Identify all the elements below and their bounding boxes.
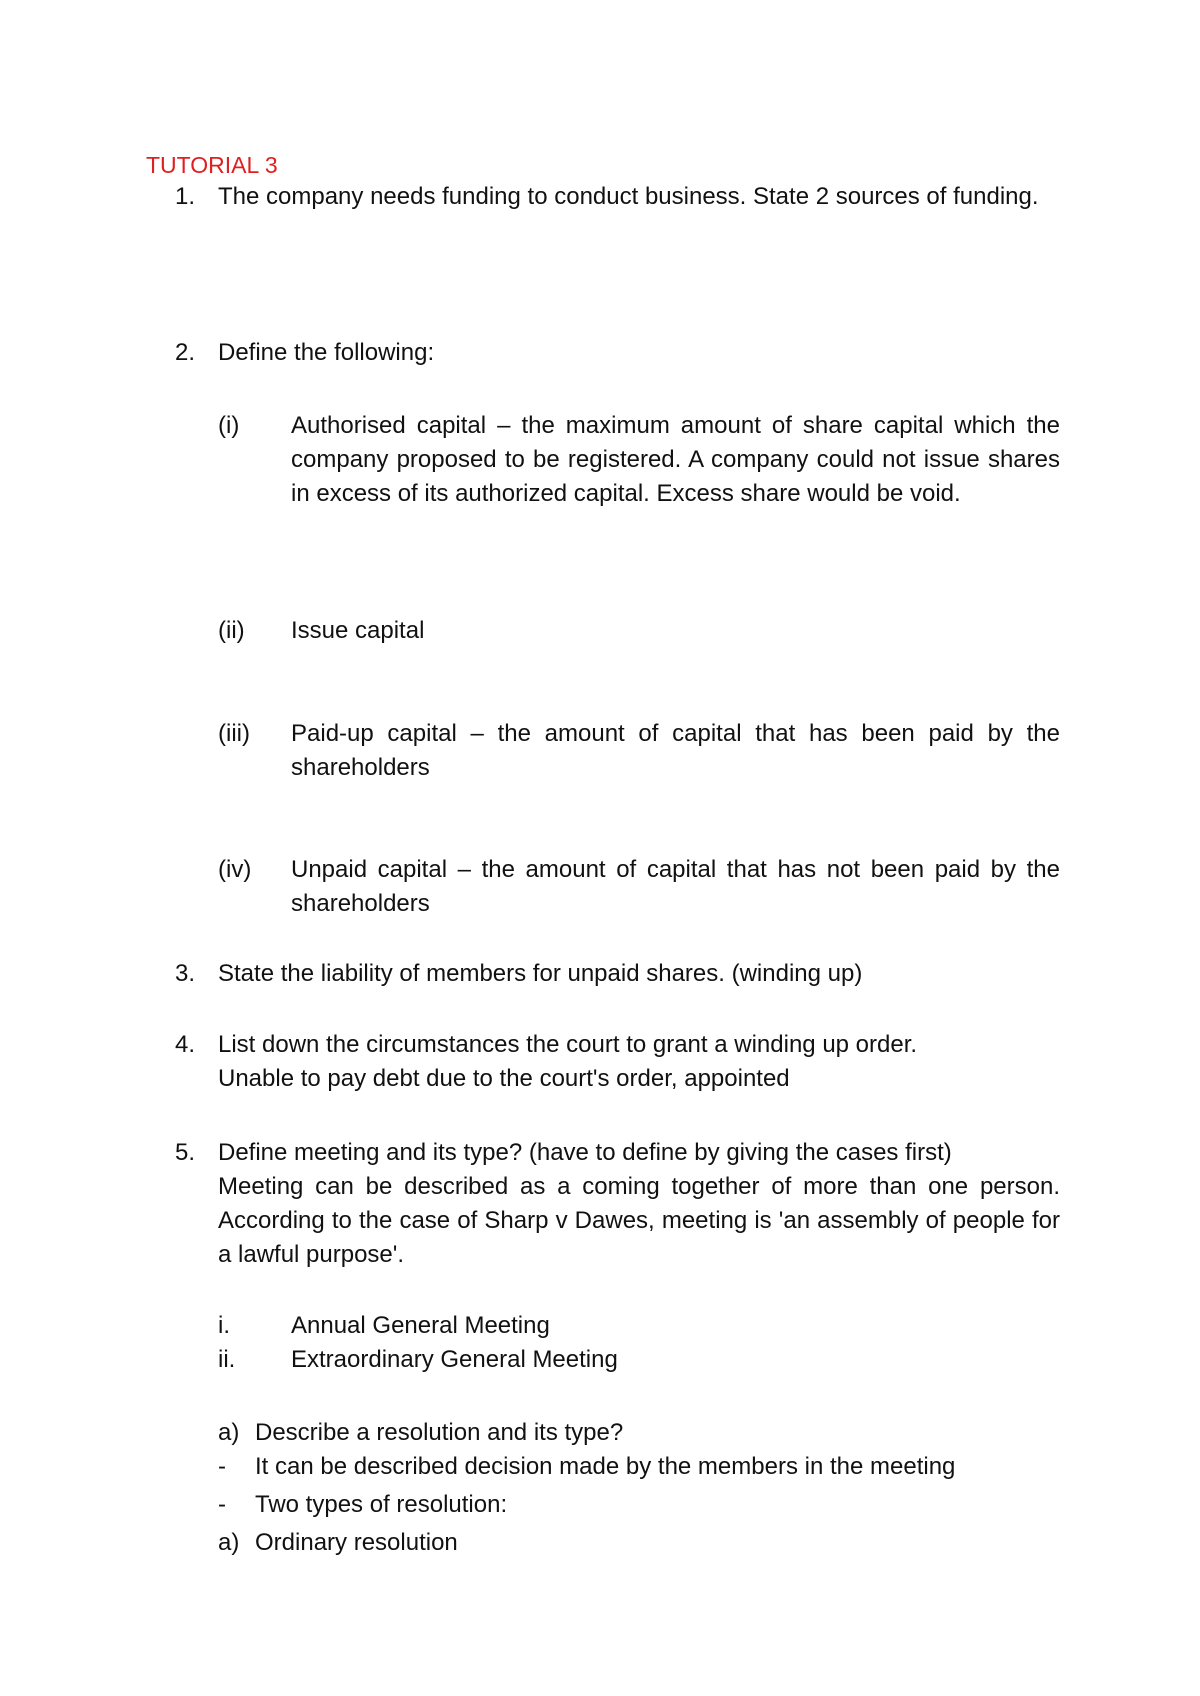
item-text: Annual General Meeting [291,1312,550,1339]
item-text: It can be described decision made by the members in the meeting [255,1453,956,1480]
question-text: The company needs funding to conduct business. State 2 sources of funding. [218,183,1039,210]
question-1 [175,180,1060,214]
definition-item [218,717,1060,785]
meeting-type-item [218,1309,1060,1343]
dash-marker: - [218,1491,226,1518]
item-text: Two types of resolution: [255,1491,508,1518]
item-number: (ii) [218,617,245,644]
item-text: Extraordinary General Meeting [291,1346,618,1373]
question-text [218,1136,1060,1272]
definition-item [218,853,1060,921]
item-text: Ordinary resolution [255,1529,458,1556]
item-text: Describe a resolution and its type? [255,1419,624,1446]
item-text: Paid-up capital – the amount of capital that has been paid by the shareholders [291,720,1060,781]
question-prompt: Define meeting and its type? (have to define by giving the cases first) [218,1139,952,1166]
question-number: 1. [175,183,196,210]
resolution-bullet [218,1450,1060,1484]
item-number: a) [218,1419,240,1446]
item-text: Issue capital [291,617,425,644]
dash-marker: - [218,1453,226,1480]
question-answer: Unable to pay debt due to the court's order, appointed [218,1065,790,1092]
question-5 [175,1136,1060,1272]
question-text: Define the following: [218,339,435,366]
question-text [218,1028,1060,1096]
resolution-question [218,1416,1060,1450]
resolution-bullet [218,1488,1060,1522]
item-text: Unpaid capital – the amount of capital that has not been paid by the shareholders [291,856,1060,917]
meeting-type-item [218,1343,1060,1377]
document-title: TUTORIAL 3 [146,152,278,178]
item-number: ii. [218,1346,236,1373]
question-number: 5. [175,1139,196,1166]
item-number: (i) [218,412,240,439]
definition-item [218,409,1060,511]
item-text: Authorised capital – the maximum amount of share capital which the company proposed to be registered. A company could not issue shares in excess of its authorized capital. Excess share would be void. [291,412,1060,507]
question-number: 3. [175,960,196,987]
question-text: State the liability of members for unpaid shares. (winding up) [218,960,863,987]
definition-item [218,614,1060,648]
item-number: i. [218,1312,230,1339]
question-2 [175,336,1060,370]
question-prompt: List down the circumstances the court to grant a winding up order. [218,1031,918,1058]
question-4 [175,1028,1060,1096]
question-3 [175,957,1060,991]
question-number: 4. [175,1031,196,1058]
item-number: a) [218,1529,240,1556]
question-answer: Meeting can be described as a coming together of more than one person. According to the case of Sharp v Dawes, meeting is 'an assembly of people for a lawful purpose'. [218,1173,1060,1268]
item-number: (iii) [218,720,250,747]
question-number: 2. [175,339,196,366]
resolution-type-item [218,1526,1060,1560]
item-number: (iv) [218,856,252,883]
